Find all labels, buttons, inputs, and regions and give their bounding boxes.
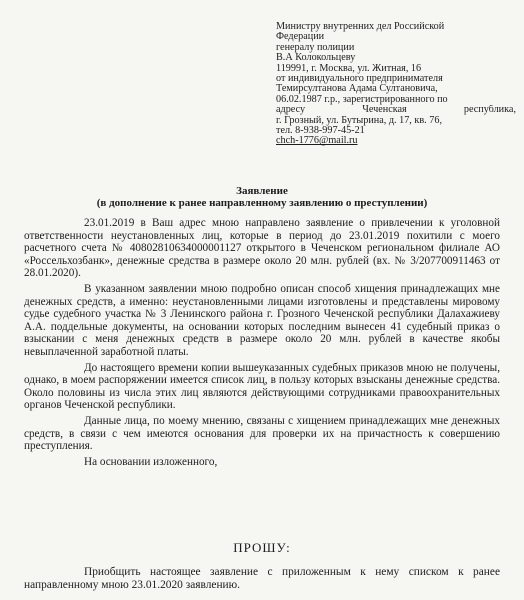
addressee-block: [276, 22, 516, 147]
addressee-line: Темирсултанова Адама Султановича,: [276, 84, 438, 95]
request-section: [24, 566, 500, 592]
document-title: Заявление: [236, 185, 288, 197]
body-paragraph: Данные лица, по моему мнению, связаны с хищением принадлежащих мне денежных средств, в связи с чем имеются основания для проверки их на причастность к совершению преступления.: [24, 414, 500, 453]
request-heading: ПРОШУ:: [233, 540, 291, 555]
document-body: [24, 217, 500, 471]
email-address: chch-1776@mail.ru: [276, 136, 358, 147]
body-paragraph: 23.01.2019 в Ваш адрес мною направлено заявление о привлечении к уголовной ответственности неустановленных лиц, которые в период до 23.01.2019 похитили с моего расчетного счета № 40802810634000001127 открытого в Чеченском региональном филиале АО «Россельхозбанк», денежные средства в размере около 20 млн. рублей (вх. № 3/207700911463 от 28.01.2020).: [24, 217, 500, 280]
addressee-line: В.А Колокольцеву: [276, 53, 356, 64]
addressee-line: генералу полиции: [276, 42, 355, 53]
body-paragraph: До настоящего времени копии вышеуказанных судебных приказов мною не получены, однако, в моем распоряжении имеется список лиц, в пользу которых взысканы денежные средства. Около половины из числа этих лиц являются действующими сотрудниками правоохранительных органов Чеченской республики.: [24, 361, 500, 412]
addressee-line: г. Грозный, ул. Бутырина, д. 17, кв. 76,: [276, 115, 442, 126]
body-paragraph: На основании изложенного,: [84, 455, 218, 468]
request-paragraph: Приобщить настоящее заявление с приложенным к нему списком к ранее направленному мною 23.01.2020 заявлению.: [24, 566, 500, 591]
addressee-line: 119991, г. Москва, ул. Житная, 16: [276, 63, 422, 74]
body-paragraph: В указанном заявлении мною подробно описан способ хищения принадлежащих мне денежных средств, а именно: неустановленными лицами изготовлены и представлены мировому судье судебного участка № 3 Ленинского района г. Грозного Чеченской республики Далахажиеву А.А. поддельные документы, на основании которых последним вынесен 41 судебный приказ о взыскании с меня денежных средств в размере около 20 млн. рублей в качестве якобы невыплаченной заработной платы.: [24, 282, 500, 358]
addressee-line: адресу Чеченская республика,: [276, 105, 516, 116]
addressee-line: 06.02.1987 г.р., зарегистрированного по: [276, 94, 448, 105]
addressee-line: от индивидуального предпринимателя: [276, 74, 443, 85]
addressee-line: Министру внутренних дел Российской: [276, 22, 445, 32]
addressee-line: Федерации: [276, 32, 325, 43]
addressee-line: тел. 8-938-997-45-21: [276, 126, 365, 137]
document-subtitle: (в дополнение к ранее направленному заявлению о преступлении): [96, 197, 428, 209]
